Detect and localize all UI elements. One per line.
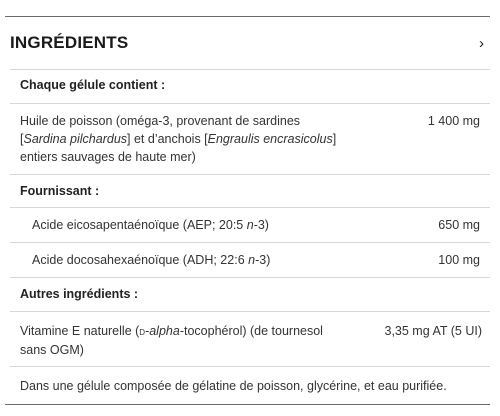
- vitamin-e-row: [10, 312, 490, 366]
- epa-name: Acide eicosapentaénoïque (AEP; 20:5 n-3): [32, 218, 269, 232]
- epa-row: [10, 208, 490, 242]
- providing-heading: Fournissant :: [20, 184, 100, 198]
- dha-amount: 100 mg: [438, 253, 480, 267]
- section-title: INGRÉDIENTS: [10, 33, 129, 52]
- chevron-right-icon[interactable]: ›: [479, 34, 484, 52]
- vitamin-e-amount: 3,35 mg AT (5 UI): [384, 324, 482, 338]
- epa-amount: 650 mg: [438, 218, 480, 232]
- other-ingredients-heading: Autres ingrédients :: [20, 287, 139, 301]
- fish-oil-name: Huile de poisson (oméga-3, provenant de sardines [Sardina pilchardus] et d’anchois [Engraulis encrasicolus] entiers sauvages de haute mer): [20, 114, 337, 164]
- capsule-composition-note: Dans une gélule composée de gélatine de poisson, glycérine, et eau purifiée.: [20, 379, 447, 393]
- fish-oil-row: [10, 104, 490, 174]
- bottom-divider: [5, 404, 490, 405]
- top-divider: [5, 16, 490, 17]
- ingredients-accordion-header[interactable]: [10, 28, 490, 58]
- dha-name: Acide docosahexaénoïque (ADH; 22:6 n-3): [32, 253, 271, 267]
- fish-oil-amount: 1 400 mg: [427, 114, 480, 128]
- dha-row: [10, 243, 490, 277]
- vitamin-e-name: Vitamine E naturelle (d-alpha-tocophérol) (de tournesol sans OGM): [20, 324, 323, 357]
- ingredients-table: [10, 69, 490, 407]
- per-capsule-heading: Chaque gélule contient :: [20, 78, 166, 92]
